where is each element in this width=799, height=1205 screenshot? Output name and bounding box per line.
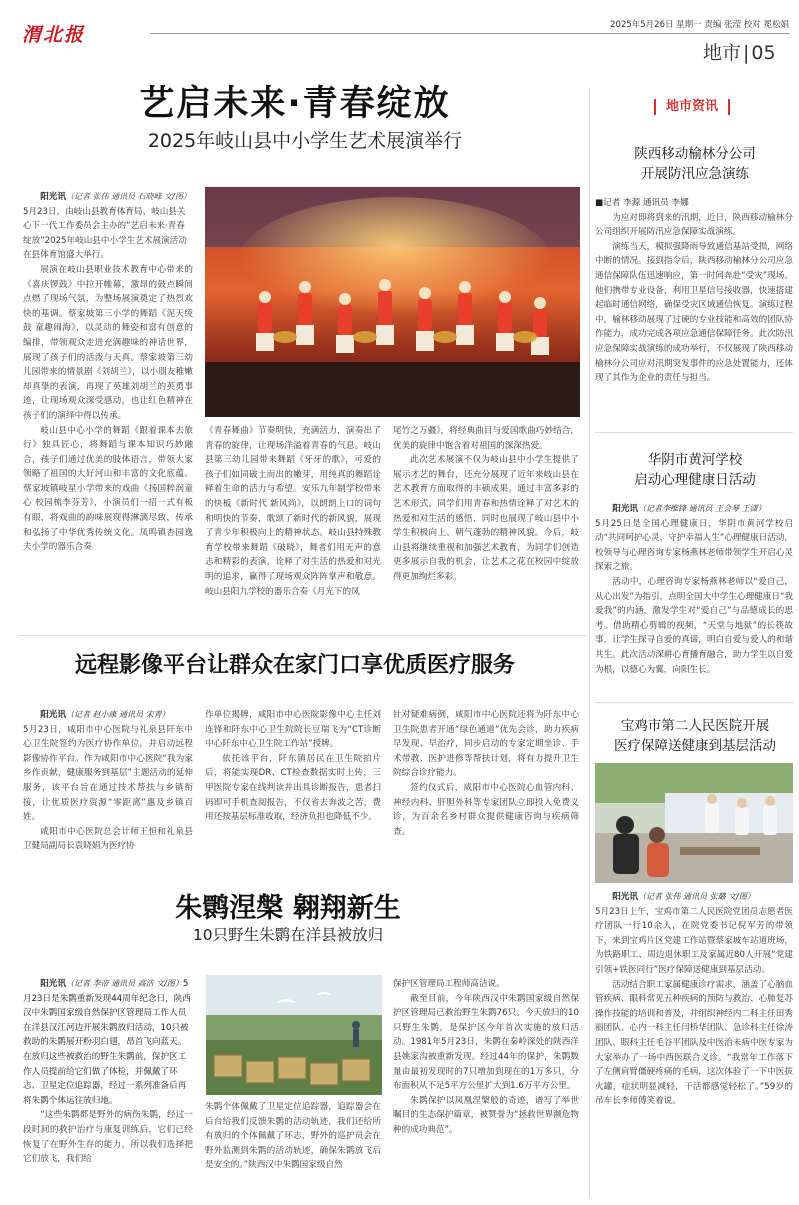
article1-col3-p2: 此次艺术展演不仅为岐山县中小学生提供了展示才艺的舞台，还充分展现了近年来岐山县在艺术教育方面取得的丰硕成果。通过丰富多彩的艺术形式，同学们用青春和热情诠释了对艺术的热爱和对生活的感悟，同时也展现了岐山县中小学生积极向上、朝气蓬勃的精神风貌。今后，岐山县将继续重视和加强艺术教育，为同学们创造更多展示自我的机会，让艺术之花在校园中绽放得更加绚烂多彩。 xyxy=(393,455,579,582)
sidebar-header xyxy=(654,99,730,115)
article2-col2 xyxy=(205,708,381,825)
sidebar-header-label: 地市资讯 xyxy=(666,99,719,114)
sidebar-story3-title-line2: 医疗保障送健康到基层活动 xyxy=(614,738,776,754)
sidebar-rule-2 xyxy=(595,702,793,703)
sidebar-story3-title-line1: 宝鸡市第二人民医院开展 xyxy=(620,718,770,734)
sidebar-story1-title xyxy=(595,144,795,184)
sidebar-story3-body xyxy=(595,890,793,1109)
byline-credits: （记者 张伟 通讯员 石晓峰 文/图） xyxy=(65,192,191,201)
sidebar-story2-title-line1: 华阴市黄河学校 xyxy=(647,452,743,468)
sidebar-story2-p2: 活动中，心理咨询专家杨燕林老师以“爱自己，从心出发”为指引，点明全国大中学生心理健康日“我爱我”的内涵，激发学生对“爱自己”与品德成长的思考。借助精心剪辑的视频，“天堂与地狱”的长筷故事，让学生探寻自爱的真谛，明白自爱与爱人的和谐共生。此次活动深耕心育播育融合，助力学生以自爱为根，以德心为翼，向阳生长。 xyxy=(595,576,793,675)
article2-p5: 针对疑难病例，咸阳市中心医院还将为阡东中心卫生院患者开通“绿色通道”优先会诊，助力疾病早发现、早治疗，同步启动的专家定期坐诊、手术带教、医护进修等帮扶计划，将有力提升卫生院综合诊疗能力。 xyxy=(393,710,579,779)
article1-photo-dancers xyxy=(205,187,580,417)
byline-credits: （记者 赵小康 通讯员 宋青） xyxy=(65,710,170,719)
sidebar-story2-p1: 5月25日是全国心理健康日，华阴市黄河学校启动“共同呵护心灵，守护幸福人生”心理健康日活动，校领导与心理咨询专家杨燕林老师带领学生开启心灵探索之旅。 xyxy=(595,518,793,573)
article3-p3: 保护区管理局工程师高洁说。 xyxy=(393,979,505,989)
article3-p1: 5月23日是朱鹮重新发现44周年纪念日，陕西汉中朱鹮国家级自然保护区管理局工作人员在洋县汉江河边开展朱鹮放归活动，10只被救助的朱鹮展开粉羽白翅，昂首飞向蓝天。在放归这些被救治的野生朱鹮前，保护区工作人员提前给它们做了体检，并佩戴了环志、卫星定位追踪器，经过一系列准备后再将朱鹮个体运往放归地。 xyxy=(23,979,191,1106)
article3-col3 xyxy=(393,977,579,1138)
article1-title: 艺启未来·青春绽放 xyxy=(139,84,451,124)
sidebar-story2-title xyxy=(595,450,795,490)
article2-p4: 依托该平台，阡东镇居民在卫生院拍片后，将能实现DR、CT检查数据实时上传，三甲医院专家在线判读并出具诊断报告，患者扫码即可手机查阅报告，不仅省去奔波之苦，费用还按基层标准收取，经济负担也降低不少。 xyxy=(205,753,381,823)
article3-photo-ibis-release xyxy=(206,975,382,1095)
article3-p2: “这些朱鹮都是野外的病伤朱鹮，经过一段时间的救护治疗与康复训练后，它们已经恢复了在野外生存的能力，所以我们选择把它们放飞，我们给 xyxy=(23,1110,193,1165)
article2-col3 xyxy=(393,708,579,839)
sidebar-story1-p2: 演练当天，模拟强降雨导致通信基站受损，网络中断的情况。接到指令后，陕西移动榆林分公司应急通信保障队伍迅速响应，第一时间奔赴“受灾”现场。他们携带专业设备，利用卫星信号接收器，快速搭建起临时通信网络，确保受灾区域通信恢复。演练过程中，榆林移动展现了过硬的专业技能和高效的团队协作能力，成功完成各项应急通信保障任务。此次防汛应急保障实战演练的成功举行，不仅展现了陕西移动榆林分公司应对汛期突发事件的应急处置能力，还体现了其作为企业的责任与担当。 xyxy=(595,241,793,384)
sidebar-story1-title-line2: 开展防汛应急演练 xyxy=(641,166,749,182)
article3-byline xyxy=(23,977,193,1108)
sidebar-story3-byline xyxy=(595,890,793,905)
sidebar-story1-title-line1: 陕西移动榆林分公司 xyxy=(634,146,756,162)
article2-title: 远程影像平台让群众在家门口享优质医疗服务 xyxy=(74,653,515,678)
article2-p3: 作单位揭牌，咸阳市中心医院影像中心主任刘连锋和阡东中心卫生院院长豆瑞飞为“CT诊断中心阡东中心卫生院工作站”授牌。 xyxy=(205,710,381,750)
article3-col1 xyxy=(23,977,193,1167)
byline-agency: 阳光讯 xyxy=(612,892,638,902)
article1-col1 xyxy=(23,190,193,555)
article3-subtitle: 10只野生朱鹮在洋县被放归 xyxy=(192,926,384,944)
sidebar-story1-body xyxy=(595,196,793,386)
article1-byline xyxy=(23,190,193,263)
sidebar-story2-title-line2: 启动心理健康日活动 xyxy=(634,472,756,488)
sidebar-story1-p1: 为应对即将到来的汛期，近日，陕西移动榆林分公司组织开展防汛应急保障实战演练。 xyxy=(595,212,793,238)
sidebar-story1-byline: ■记者 李源 通讯员 李娜 xyxy=(595,198,689,208)
byline-credits: （记者李维锋 通讯员 王会琴 王潇） xyxy=(637,504,766,513)
page-number: 05 xyxy=(751,42,776,64)
article3-title: 朱鹮涅槃 翱翔新生 xyxy=(175,893,401,924)
masthead-date-line: 2025年5月26日 星期一 责编 张滢 校对 冕松娟 xyxy=(610,20,789,30)
article3-p5: 朱鹮保护以凤凰涅槃般的奇迹，谱写了举世瞩目的生态保护篇章，被赞誉为“拯救世界濒危物种的成功典范”。 xyxy=(393,1095,579,1135)
article2-col1 xyxy=(23,708,193,854)
section-divider: | xyxy=(743,42,750,64)
section-label xyxy=(703,38,776,65)
article2-p6: 签约仪式后，咸阳市中心医院心血管内科、神经内科、肝胆外科等专家团队立即投入免费义诊，为百余名乡村群众提供健康咨询与疾病筛查。 xyxy=(393,782,579,837)
sidebar-story3-p2: 活动结合职工家属健康诊疗需求，涵盖了心脑血管疾病、眼科常见五种疾病的预防与救治、心肺复苏操作技能的培训和普及，并组织神经内二科主任田秀丽团队、心内一科主任闫桥华团队、急诊科主任徐涛团队、眼科主任毛谷平团队及中医治未病中医专家为大家举办了一场中西医联合义诊。“我常年工作落下了左侧肩臂僵硬疼痛的毛病，这次体验了一下中医拔火罐，症状明显减轻，干活都感觉轻松了。”59岁的吊车长李师傅笑着说。 xyxy=(595,979,793,1107)
masthead-rule xyxy=(150,33,790,34)
sidebar-rule-1 xyxy=(595,432,793,433)
byline-agency: 阳光讯 xyxy=(40,979,66,989)
sidebar-story2-body xyxy=(595,502,793,677)
sidebar-story3-p1: 5月23日上午，宝鸡市第二人民医院党团员志愿者医疗团队一行10余人，在院党委书记倪军芳的带领下，来到宝鸡片区党建工作站暨蔡家坡车站道班场，为铁路职工、周边退休职工及家属近80人开展“党建引领+铁医同行”医疗保障送健康到基层活动。 xyxy=(595,906,793,975)
byline-agency: 阳光讯 xyxy=(612,504,638,514)
sidebar-story3-title xyxy=(595,716,795,756)
article2-p2: 咸阳市中心医院总会计师王恒和礼泉县卫健局副局长袁晓娟为医疗协 xyxy=(23,826,193,852)
byline-agency: 阳光讯 xyxy=(40,710,66,720)
article1-col3 xyxy=(393,424,579,585)
masthead-logo: 渭北报 xyxy=(22,24,86,46)
article3-p4: 截至目前，今年陕西汉中朱鹮国家级自然保护区管理局已救治野生朱鹮76只。今天放归的10只野生朱鹮，是保护区今年首次实施的放归活动。1981年5月23日，朱鹮在秦岭深处的陕西洋县姚家沟被重新发现。经过44年的保护，朱鹮数量由最初发现时的7只增加到现在的1万多只，分布面积从不足5平方公里扩大到1.6万平方公里。 xyxy=(393,993,579,1092)
article3-col2: 朱鹮个体佩戴了卫星定位追踪器，追踪器会在后台给我们反馈朱鹮的活动轨迹，我们还给所有放归的个体佩戴了环志，野外的巡护员会在野外监测到朱鹮的活动轨迹，确保朱鹮放飞后是安全的。”陕西汉中朱鹮国家级自然 xyxy=(205,1102,381,1171)
byline-credits: （记者 张伟 通讯员 张璐 文/图） xyxy=(637,892,755,901)
sidebar-divider xyxy=(589,88,590,1198)
article1-subtitle: 2025年岐山县中小学生艺术展演举行 xyxy=(147,130,463,152)
article2-top-rule xyxy=(18,635,586,636)
article2-byline xyxy=(23,708,193,723)
article1-col2: 《青春舞曲》节奏明快，充满活力，演奏出了青春的旋律，让现场洋溢着青春的气息。岐山县第三幼儿园带来舞蹈《牙牙的歌》，可爱的孩子们如同破土而出的嫩芽，用纯真的舞蹈诠释着生命的活力与希望。安乐九年制学校带来的快板《新时代 新风尚》，以朗朗上口的词句和明快的节奏，歌颂了新时代的新风貌，展现了青少年积极向上的精神状态。岐山县特殊教育学校带来舞蹈《破晓》，舞者们用无声的意志和精彩的表演，诠释了对生活的热爱和对光明的追求，赢得了现场观众阵阵掌声和敬意。岐山县阳九学校的器乐合奏《月光下的凤 xyxy=(205,426,381,597)
article2-p1: 5月23日，咸阳市中心医院与礼泉县阡东中心卫生院签约为医疗协作单位，并启动远程影像协作平台。作为咸阳市中心医院“我为家乡作贡献，健康服务到基层”主题活动的延伸服务，该平台旨在通过技术帮扶与乡镇衔接，让优质医疗资源“零距离”惠及乡镇百姓。 xyxy=(23,724,193,823)
article1-col3-p1: 尾竹之万疆》，将经典曲目与爱国歌曲巧妙结合，优美的旋律中饱含着对祖国的深深热爱。 xyxy=(393,426,579,451)
article1-p3: 岐山县中心小学的舞蹈《跟着课本去旅行》独具匠心，将舞蹈与课本知识巧妙融合，孩子们通过优美的肢体语言，带领大家领略了祖国的大好河山和丰富的文化底蕴。蔡家坡镇岐星小学带来的戏曲《扬国粹润童心 校园梳李芬芳》，小演员们一招一式有板有眼，将戏曲的韵味展现得淋漓尽致，传承和弘扬了中华优秀传统文化。凤鸣镇杏园逸夫小学的器乐合奏 xyxy=(23,425,193,553)
byline-credits: （记者 李帝 通讯员 高洁 文/图） xyxy=(65,979,183,988)
sidebar-story2-byline xyxy=(595,502,793,517)
byline-agency: 阳光讯 xyxy=(40,192,66,202)
sidebar-photo-medical-outreach xyxy=(595,763,793,883)
article1-p2: 展演在岐山县职业技术教育中心带来的《喜庆锣鼓》中拉开帷幕，激昂的鼓点瞬间点燃了现场气氛，为整场展演奠定了热烈欢快的基调。蔡家坡第三小学的舞蹈《泥天绫鼓 童趣闹海》，以灵动的舞姿和富有创意的编排，带领观众走进充满趣味的神话世界，展现了孩子们的活泼与天真。蔡家坡第三幼儿园带来的情景剧《刘胡兰》，以小朋友稚嫩却真挚的表演，再现了英雄刘胡兰的英勇事迹，让现场观众深受感动，也让红色精神在孩子们的演绎中得以传承。 xyxy=(23,264,193,421)
article1-p1: 5月23日，由岐山县教育体育局、岐山县关心下一代工作委员会主办的“艺启未来·青春绽放”2025年岐山县中小学生艺术展演活动在县体育馆盛大举行。 xyxy=(23,206,187,261)
section-name: 地市 xyxy=(703,42,742,64)
